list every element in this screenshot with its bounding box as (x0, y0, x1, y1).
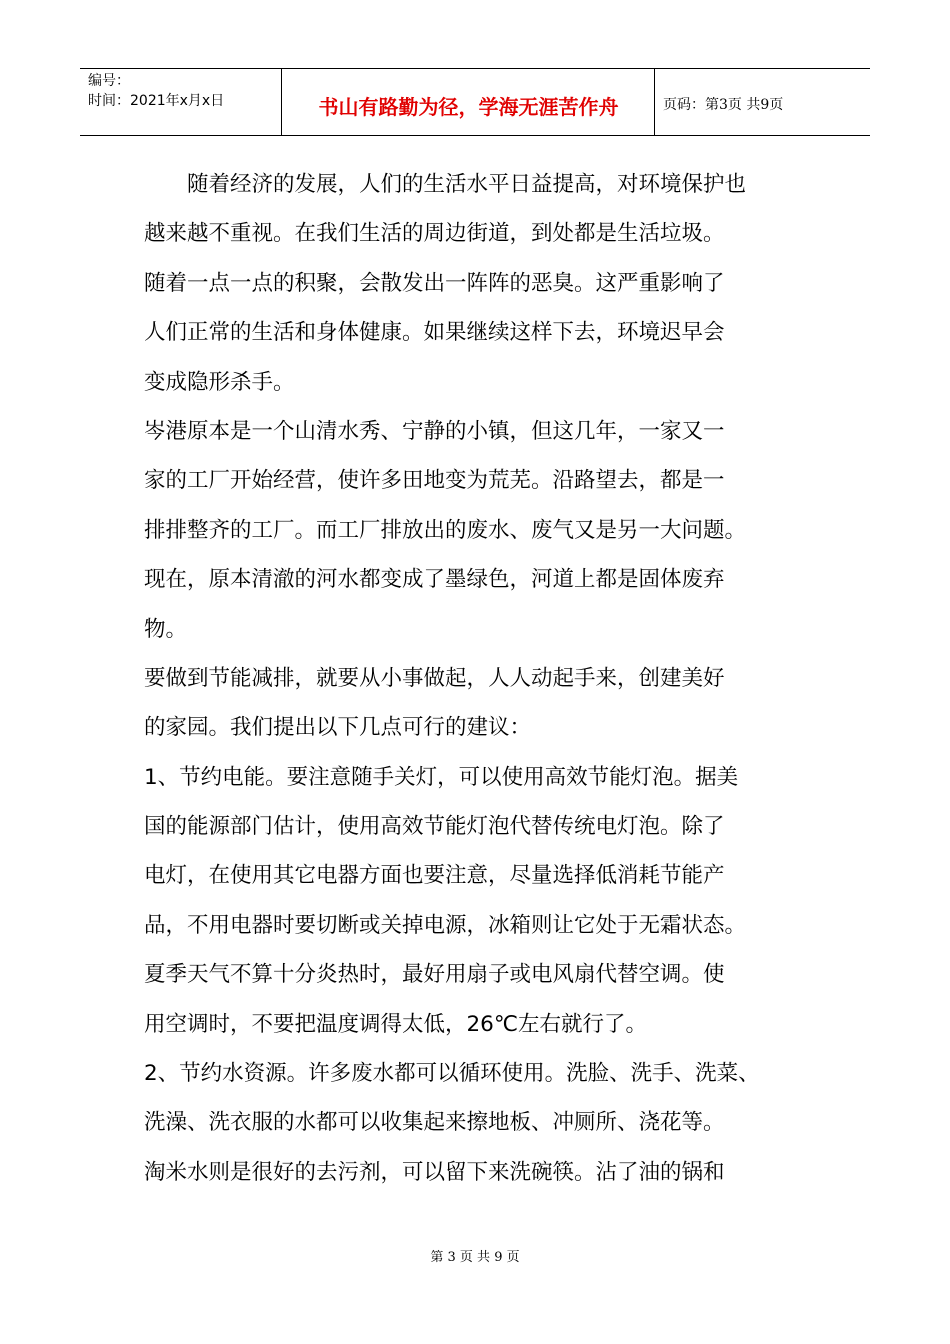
text-line: 物。 (144, 616, 188, 642)
text-line: 夏季天气不算十分炎热时，最好用扇子或电风扇代替空调。使 (144, 962, 725, 988)
text-line: 岑港原本是一个山清水秀、宁静的小镇，但这几年，一家又一 (144, 418, 725, 444)
text-line: 的家园。我们提出以下几点可行的建议： (144, 715, 532, 741)
text-line: 洗澡、洗衣服的水都可以收集起来擦地板、冲厕所、浇花等。 (144, 1110, 725, 1136)
text-line: 变成隐形杀手。 (144, 369, 295, 395)
text-line: 越来越不重视。在我们生活的周边街道，到处都是生活垃圾。 (144, 221, 725, 247)
text-line: 淘米水则是很好的去污剂，可以留下来洗碗筷。沾了油的锅和 (144, 1159, 725, 1185)
text-line: 排排整齐的工厂。而工厂排放出的废水、废气又是另一大问题。 (144, 517, 747, 543)
text-line: 国的能源部门估计，使用高效节能灯泡代替传统电灯泡。除了 (144, 814, 725, 840)
text-line: 要做到节能减排，就要从小事做起，人人动起手来，创建美好 (144, 665, 725, 691)
text-line: 品，不用电器时要切断或关掉电源，冰箱则让它处于无霜状态。 (144, 912, 747, 938)
document-header (80, 68, 870, 136)
text-line: 家的工厂开始经营，使许多田地变为荒芜。沿路望去，都是一 (144, 468, 725, 494)
text-line: 电灯，在使用其它电器方面也要注意，尽量选择低消耗节能产 (144, 863, 725, 889)
text-line: 人们正常的生活和身体健康。如果继续这样下去，环境迟早会 (144, 320, 725, 346)
text-line: 用空调时，不要把温度调得太低，26℃左右就行了。 (144, 1011, 648, 1037)
header-page-code: 页码：第3页 共9页 (663, 97, 784, 113)
text-line: 2、节约水资源。许多废水都可以循环使用。洗脸、洗手、洗菜、 (144, 1061, 760, 1087)
page-footer: 第 3 页 共 9 页 (430, 1250, 520, 1265)
text-line: 现在，原本清澈的河水都变成了墨绿色，河道上都是固体废弃 (144, 567, 725, 593)
header-info-cell (80, 69, 282, 135)
text-line: 随着一点一点的积聚，会散发出一阵阵的恶臭。这严重影响了 (144, 270, 725, 296)
header-motto: 书山有路勤为径，学海无涯苦作舟 (318, 95, 619, 119)
text-line: 随着经济的发展，人们的生活水平日益提高，对环境保护也 (144, 172, 747, 197)
header-motto-cell (282, 69, 655, 135)
document-time-label: 时间：2021年x月x日 (88, 93, 225, 109)
document-number-label: 编号： (88, 73, 130, 89)
document-body (144, 160, 824, 1197)
text-line: 1、节约电能。要注意随手关灯，可以使用高效节能灯泡。据美 (144, 764, 739, 790)
header-page-cell (655, 69, 870, 135)
